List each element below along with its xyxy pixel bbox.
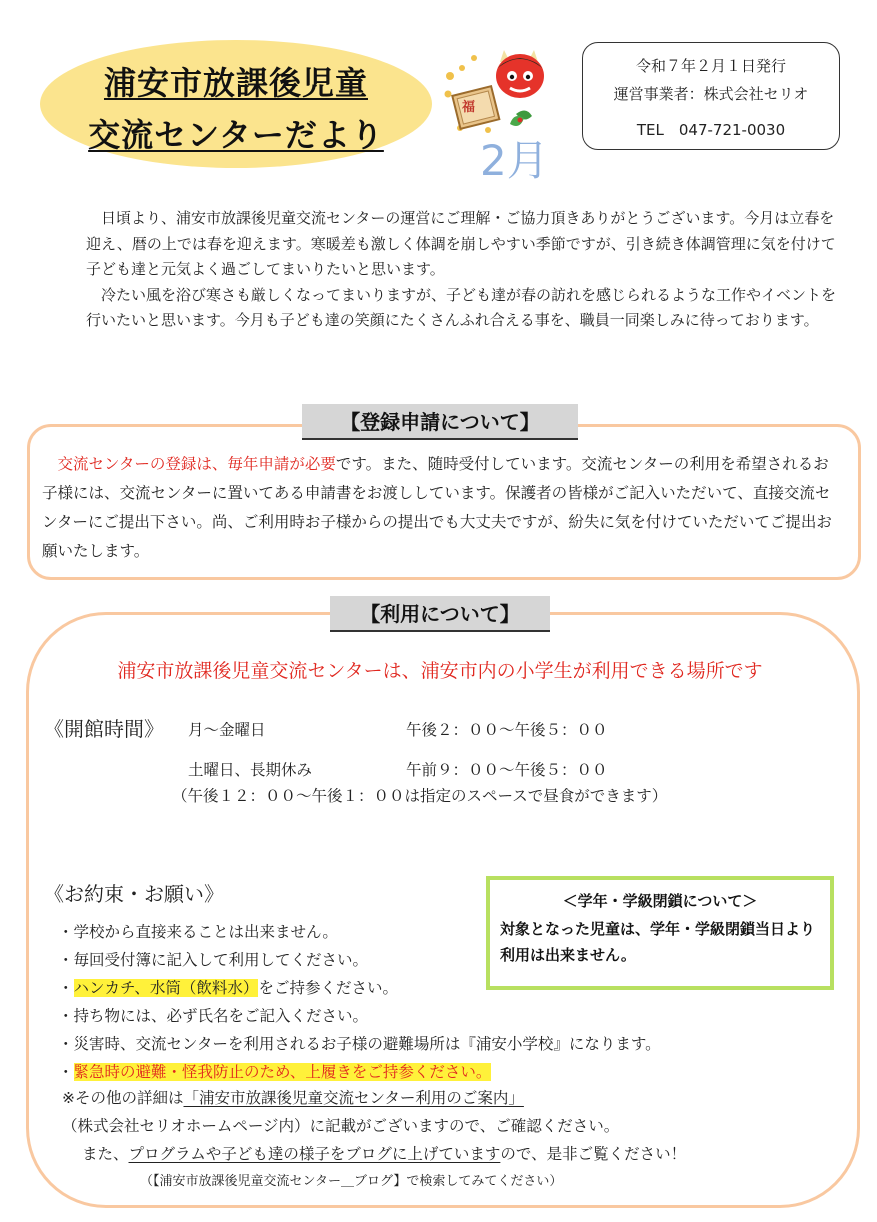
registration-heading: 【登録申請について】 bbox=[302, 404, 578, 440]
highlight-text: ハンカチ、水筒（飲料水） bbox=[73, 979, 259, 997]
usage-intro: 浦安市放課後児童交流センターは、浦安市内の小学生が利用できる場所です bbox=[117, 660, 763, 682]
registration-emphasis: 交流センターの登録は、毎年申請が必要 bbox=[57, 455, 336, 473]
list-item: ・持ち物には、必ず氏名をご記入ください。 bbox=[58, 1007, 369, 1025]
title-line-1: 浦安市放課後児童 bbox=[103, 64, 368, 102]
closure-title: ＜学年・学級閉鎖について＞ bbox=[562, 892, 758, 910]
oni-icon bbox=[496, 50, 544, 98]
holly-leaf-icon bbox=[510, 110, 532, 126]
list-item: ・災害時、交流センターを利用されるお子様の避難場所は『浦安小学校』になります。 bbox=[58, 1035, 661, 1053]
blog-search-hint: （【浦安市放課後児童交流センター＿ブログ】で検索してみてください） bbox=[140, 1174, 563, 1189]
intro-paragraph-1: 日頃より、浦安市放課後児童交流センターの運営にご理解・ご協力頂きありがとうございます。今月は立春を迎え、暦の上では春を迎えます。寒暖差も激しく体調を崩しやすい季節ですが、引き続き体調管理に気を付けて子ども達と元気よく過ごしてまいりたいと思います。 bbox=[86, 209, 836, 278]
promise-label: 《お約束・お願い》 bbox=[44, 882, 224, 906]
opening-hours-label: 《開館時間》 bbox=[44, 717, 164, 741]
issue-date: 令和７年２月１日発行 bbox=[635, 57, 786, 75]
operator-name: 運営事業者：株式会社セリオ bbox=[613, 85, 809, 103]
registration-text bbox=[42, 450, 842, 566]
blog-note: また、プログラムや子ども達の様子をブログに上げていますので、是非ご覧ください！ bbox=[82, 1145, 687, 1163]
list-item: ・学校から直接来ることは出来ません。 bbox=[58, 923, 338, 941]
lunch-note: （午後１２：００～午後１：００は指定のスペースで昼食ができます） bbox=[172, 787, 668, 805]
registration-body: です。また、随時受付しています。交流センターの利用を希望されるお子様には、交流センターに置いてある申請書をお渡ししています。保護者の皆様がご記入いただいて、直接交流センターにご提出下さい。尚、ご利用時お子様からの提出でも大丈夫ですが、紛失に気を付けていただいてご提出お願いたします。 bbox=[42, 455, 832, 560]
list-item: ・毎回受付簿に記入して利用してください。 bbox=[58, 951, 369, 969]
holiday-label: 土曜日、長期休み bbox=[188, 761, 313, 779]
blog-link-text: プログラムや子ども達の様子をブログに上げています bbox=[128, 1145, 501, 1163]
details-note: ※その他の詳細は「浦安市放課後児童交流センター利用のご案内」 bbox=[62, 1089, 524, 1107]
closure-body: 対象となった児童は、学年・学級閉鎖当日より利用は出来ません。 bbox=[500, 920, 816, 964]
title-banner bbox=[40, 40, 432, 168]
phone-number: TEL 047-721-0030 bbox=[636, 121, 786, 139]
details-note-line2: （株式会社セリオホームページ内）に記載がございますので、ご確認ください。 bbox=[62, 1117, 620, 1135]
promise-list bbox=[58, 918, 818, 1086]
issue-info-box bbox=[582, 42, 840, 150]
title-line-2: 交流センターだより bbox=[88, 116, 384, 154]
intro-greeting bbox=[86, 206, 846, 334]
fuku-badge: 福 bbox=[462, 100, 476, 115]
month-label: 2月 bbox=[480, 136, 549, 185]
weekday-hours: 午後２：００～午後５：００ bbox=[406, 721, 608, 739]
weekday-label: 月～金曜日 bbox=[188, 721, 266, 739]
list-item: ・ハンカチ、水筒（飲料水）をご持参ください。 bbox=[58, 979, 398, 997]
guide-link-text: 「浦安市放課後児童交流センター利用のご案内」 bbox=[183, 1089, 524, 1107]
holiday-hours: 午前９：００～午後５：００ bbox=[406, 761, 608, 779]
intro-paragraph-2: 冷たい風を浴び寒さも厳しくなってまいりますが、子ども達が春の訪れを感じられるような工作やイベントを行いたいと思います。今月も子ども達の笑顔にたくさんふれ合える事を、職員一同楽しみに待っております。 bbox=[86, 285, 837, 329]
highlight-warning: 緊急時の避難・怪我防止のため、上履きをご持参ください。 bbox=[73, 1063, 492, 1081]
masu-box-icon bbox=[452, 86, 499, 129]
usage-heading: 【利用について】 bbox=[330, 596, 550, 632]
list-item: ・緊急時の避難・怪我防止のため、上履きをご持参ください。 bbox=[58, 1063, 492, 1081]
